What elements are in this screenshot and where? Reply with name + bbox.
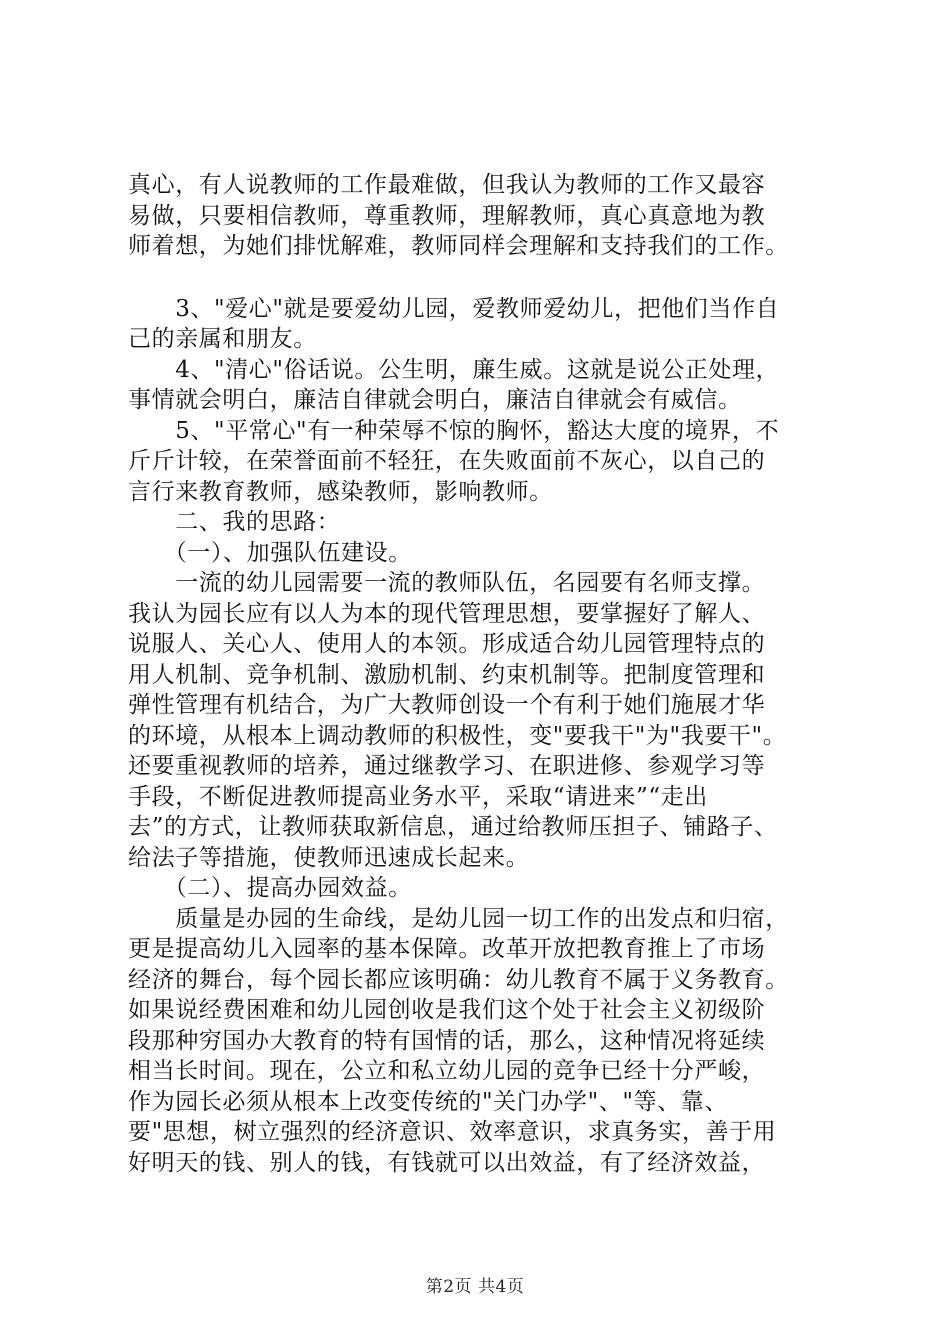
text-line: 经济的舞台，每个园长都应该明确：幼儿教育不属于义务教育。 — [128, 966, 789, 993]
text-line: 一流的幼儿园需要一流的教师队伍，名园要有名师支撑。 — [128, 570, 766, 596]
text-line: 3、"爱心"就是要爱幼儿园，爱教师爱幼儿，把他们当作自 — [128, 295, 780, 322]
page-number-footer: 第2页 共4页 — [425, 1277, 525, 1297]
paragraph-block-2 — [128, 294, 848, 1179]
text-line: 真心，有人说教师的工作最难做，但我认为教师的工作又最容 — [128, 172, 766, 198]
text-line: 要"思想，树立强烈的经济意识、效率意识，求真务实，善于用 — [128, 1119, 777, 1145]
text-line: 事情就会明白，廉洁自律就会明白，廉洁自律就会有威信。 — [128, 387, 742, 413]
text-line: 好明天的钱、别人的钱，有钱就可以出效益，有了经济效益， — [128, 1149, 766, 1176]
text-line: 斤斤计较，在荣誉面前不轻狂，在失败面前不灰心，以自己的 — [128, 448, 766, 474]
text-line: 师着想，为她们排忧解难，教师同样会理解和支持我们的工作。 — [128, 233, 789, 259]
paragraph-block-1 — [128, 170, 848, 262]
text-line: 易做，只要相信教师，尊重教师，理解教师，真心真意地为教 — [128, 202, 766, 229]
text-line: 给法子等措施，使教师迅速成长起来。 — [128, 844, 530, 871]
text-line: 5、"平常心"有一种荣辱不惊的胸怀，豁达大度的境界，不 — [128, 417, 780, 444]
text-line: 去”的方式，让教师获取新信息，通过给教师压担子、铺路子、 — [128, 814, 778, 840]
text-line: 更是提高幼儿入园率的基本保障。改革开放把教育推上了市场 — [128, 936, 766, 962]
text-line: 说服人、关心人、使用人的本领。形成适合幼儿园管理特点的 — [128, 631, 766, 657]
text-line: 如果说经费困难和幼儿园创收是我们这个处于社会主义初级阶 — [128, 997, 766, 1023]
text-line: 手段，不断促进教师提高业务水平，采取“请进来”“走出 — [128, 783, 708, 810]
text-line: 言行来教育教师，感染教师，影响教师。 — [128, 478, 553, 505]
text-line: 用人机制、竞争机制、激励机制、约束机制等。把制度管理和 — [128, 661, 766, 688]
subsection-heading: （二）、提高办园效益。 — [128, 875, 412, 901]
text-line: 还要重视教师的培养，通过继教学习、在职进修、参观学习等 — [128, 753, 766, 779]
text-line: 的环境，从根本上调动教师的积极性，变"要我干"为"我要干"。 — [128, 722, 787, 749]
text-line: 我认为园长应有以人为本的现代管理思想，要掌握好了解人、 — [128, 600, 766, 627]
text-line: 弹性管理有机结合，为广大教师创设一个有利于她们施展才华 — [128, 692, 766, 718]
section-heading: 二、我的思路： — [128, 509, 341, 535]
text-line: 相当长时间。现在，公立和私立幼儿园的竞争已经十分严峻， — [128, 1058, 766, 1084]
text-line: 段那种穷国办大教育的特有国情的话，那么，这种情况将延续 — [128, 1027, 766, 1054]
document-body — [128, 170, 848, 1178]
subsection-heading: （一）、加强队伍建设。 — [128, 539, 412, 566]
paragraph-gap — [128, 262, 848, 294]
text-line: 4、"清心"俗话说。公生明，廉生威。这就是说公正处理， — [128, 356, 780, 383]
text-line: 己的亲属和朋友。 — [128, 326, 317, 352]
text-line: 质量是办园的生命线，是幼儿园一切工作的出发点和归宿， — [128, 905, 789, 932]
text-line: 作为园长必须从根本上改变传统的"关门办学"、"等、靠、 — [128, 1088, 728, 1115]
